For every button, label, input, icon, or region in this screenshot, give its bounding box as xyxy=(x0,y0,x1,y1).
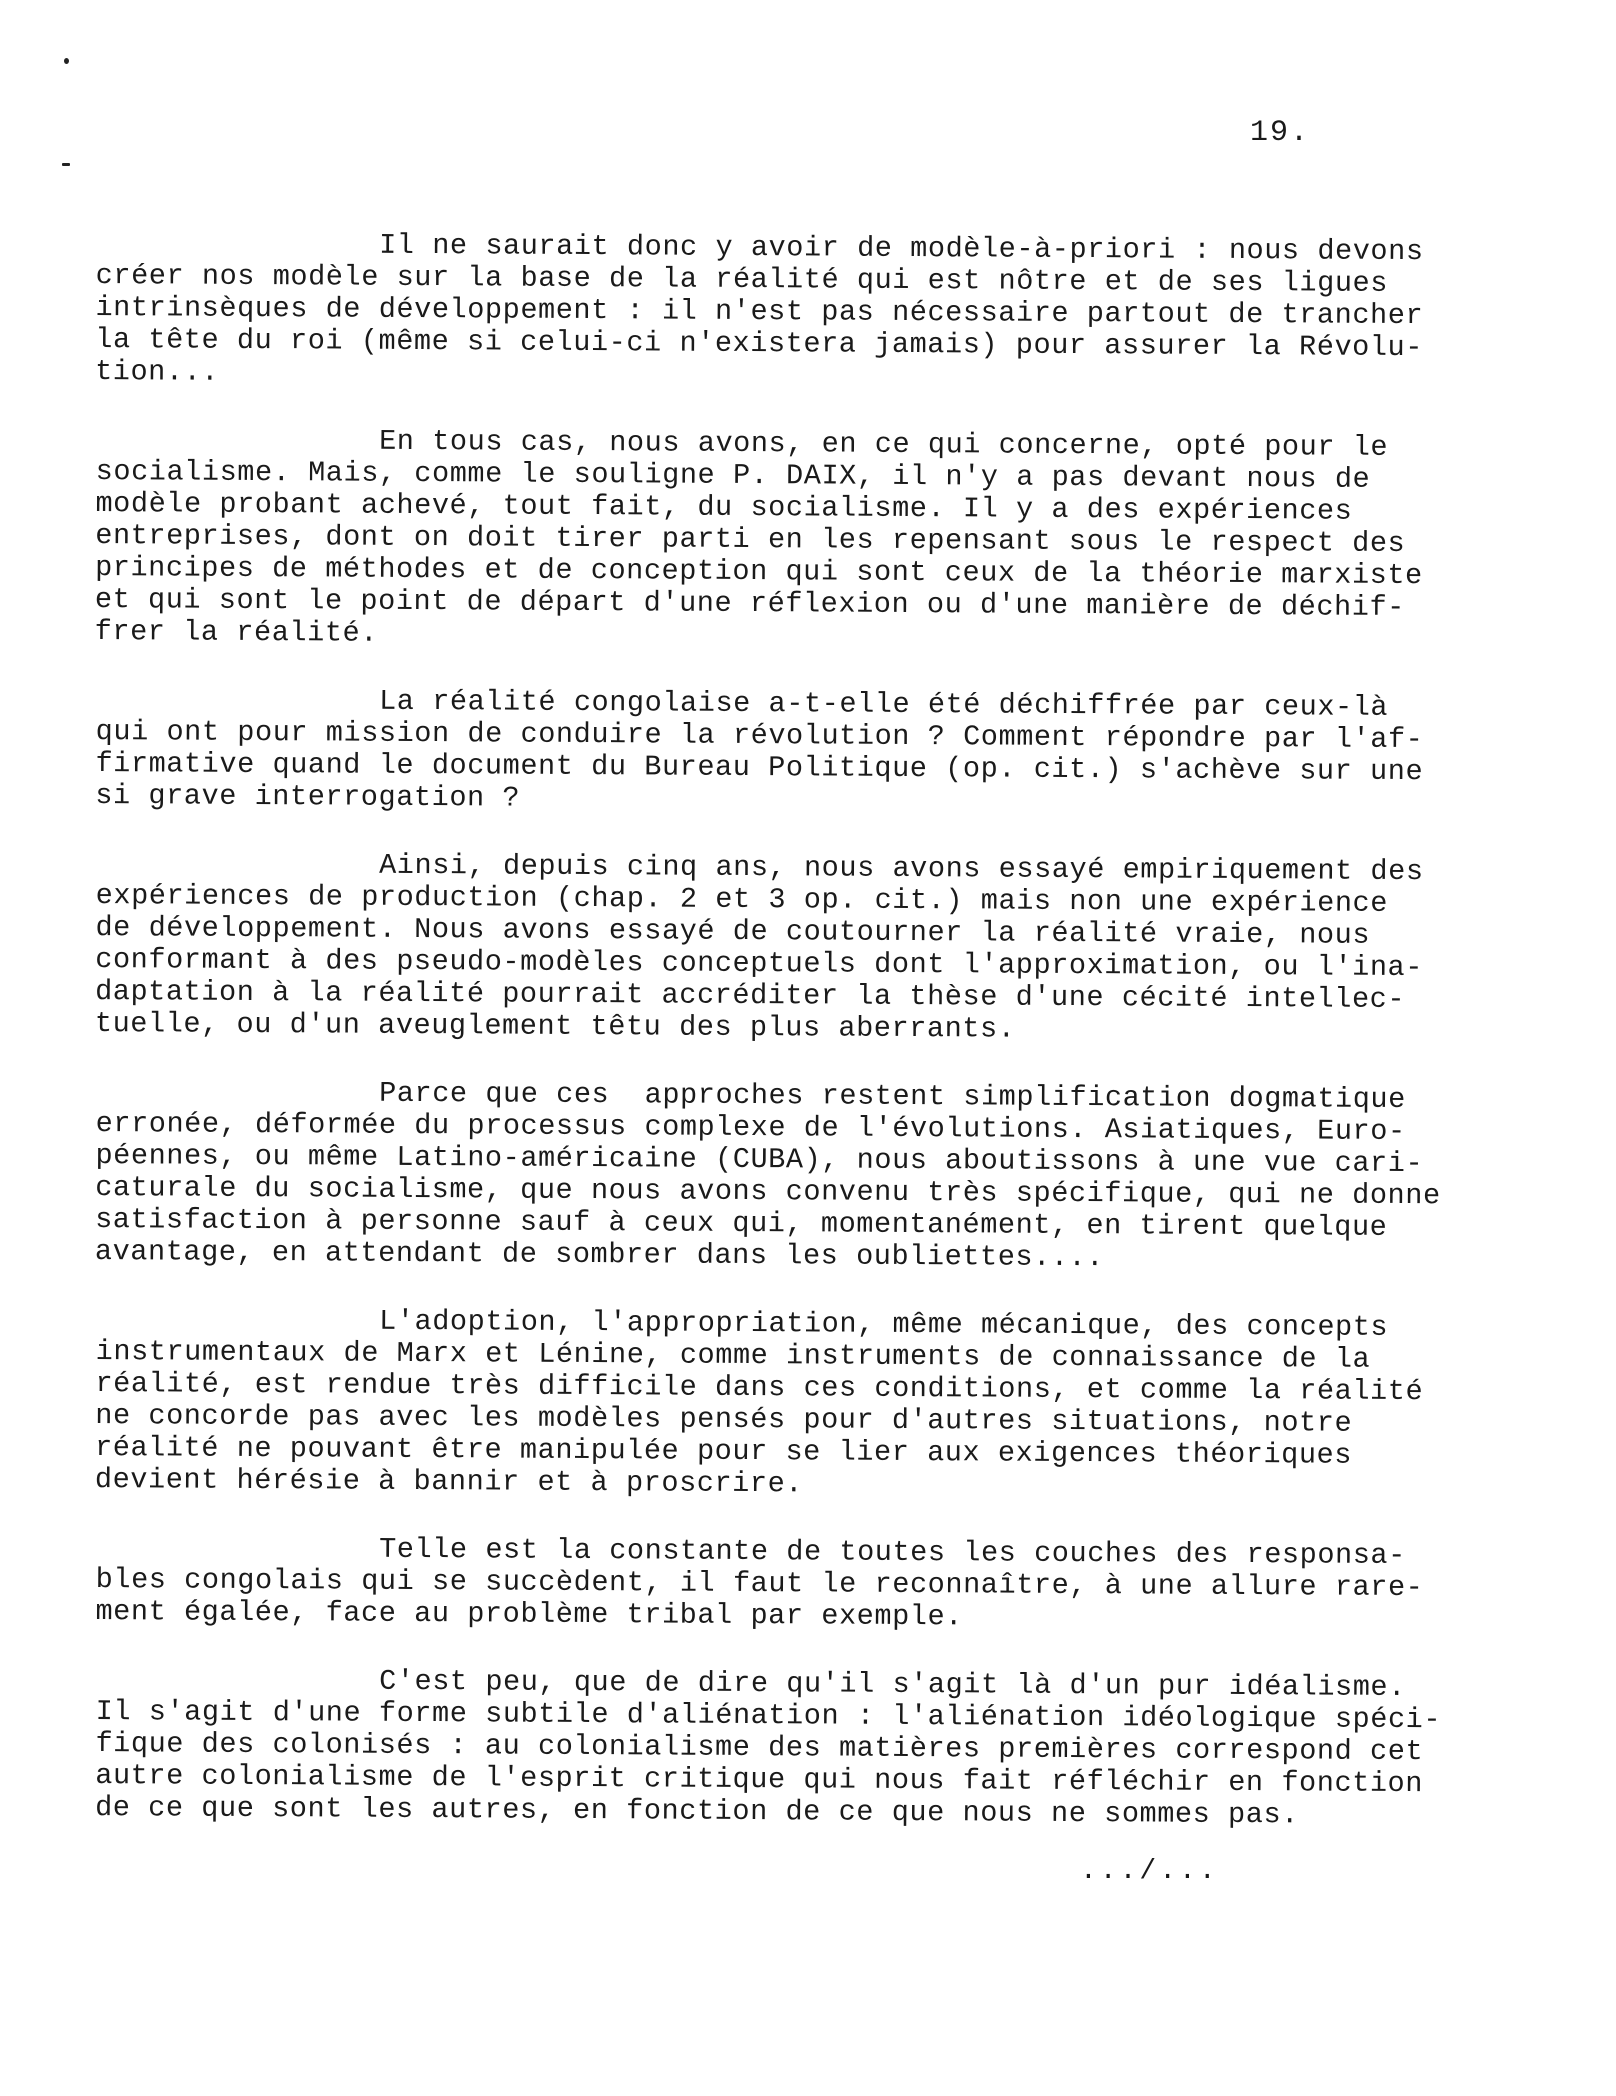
continuation-mark: .../... xyxy=(1080,1856,1219,1887)
margin-mark xyxy=(62,163,70,166)
text-line: créer nos modèle sur la base de la réalité qui est nôtre et de ses ligues xyxy=(95,258,1389,300)
text-line: daptation à la réalité pourrait accréditer la thèse d'une cécité intellec- xyxy=(95,974,1406,1016)
text-line: tion... xyxy=(95,354,220,389)
text-line: Telle est la constante de toutes les couches des responsa- xyxy=(95,1531,1406,1573)
text-line: expériences de production (chap. 2 et 3 op. cit.) mais non une expérience xyxy=(95,878,1389,920)
text-line: fique des colonisés : au colonialisme des matières premières correspond cet xyxy=(95,1726,1424,1769)
text-line: principes de méthodes et de conception qui sont ceux de la théorie marxiste xyxy=(95,550,1423,593)
text-line: satisfaction à personne sauf à ceux qui, momentanément, en tirent quelque xyxy=(95,1202,1388,1244)
text-line: erronée, déformée du processus complexe de l'évolutions. Asiatiques, Euro- xyxy=(95,1106,1406,1149)
text-line: devient hérésie à bannir et à proscrire. xyxy=(94,1462,804,1501)
paragraph xyxy=(95,1664,1516,1833)
paragraph xyxy=(95,848,1516,1049)
text-line: conformant à des pseudo-modèles conceptuels dont l'approximation, ou l'ina- xyxy=(95,942,1424,985)
text-line: ment égalée, face au problème tribal par exemple. xyxy=(95,1594,964,1634)
text-line: caturale du socialisme, que nous avons convenu très spécifique, qui ne donne xyxy=(95,1170,1441,1213)
text-line: modèle probant achevé, tout fait, du socialisme. Il y a des expériences xyxy=(95,486,1353,528)
paragraph xyxy=(95,1532,1516,1637)
text-line: La réalité congolaise a-t-elle été déchiffrée par ceux-là xyxy=(95,683,1389,724)
page-number: 19. xyxy=(1250,116,1311,150)
text-line: de développement. Nous avons essayé de coutourner la réalité vraie, nous xyxy=(95,910,1371,952)
text-line: la tête du roi (même si celui-ci n'existera jamais) pour assurer la Révolu- xyxy=(95,322,1424,365)
text-line: firmative quand le document du Bureau Politique (op. cit.) s'achève sur une xyxy=(95,746,1424,789)
paragraph xyxy=(95,424,1516,657)
text-line: péennes, ou même Latino-américaine (CUBA), nous aboutissons à une vue cari- xyxy=(95,1138,1424,1181)
text-line: frer la réalité. xyxy=(94,614,379,650)
text-line: Ainsi, depuis cinq ans, nous avons essayé empiriquement des xyxy=(95,847,1424,889)
paragraph xyxy=(95,1304,1516,1505)
text-line: C'est peu, que de dire qu'il s'agit là d'un pur idéalisme. xyxy=(95,1663,1406,1705)
text-line: socialisme. Mais, comme le souligne P. DAIX, il n'y a pas devant nous de xyxy=(95,454,1371,496)
text-line: Parce que ces approches restent simplification dogmatique xyxy=(95,1075,1406,1117)
text-line: L'adoption, l'appropriation, même mécanique, des concepts xyxy=(95,1303,1389,1344)
margin-mark xyxy=(64,58,69,64)
text-line: intrinsèques de développement : il n'est pas nécessaire partout de trancher xyxy=(95,290,1424,333)
text-line: bles congolais qui se succèdent, il faut le reconnaître, à une allure rare- xyxy=(95,1562,1424,1605)
paragraph xyxy=(95,228,1516,397)
text-line: si grave interrogation ? xyxy=(95,778,521,815)
text-line: ne concorde pas avec les modèles pensés pour d'autres situations, notre xyxy=(95,1398,1353,1440)
text-line: qui ont pour mission de conduire la révolution ? Comment répondre par l'af- xyxy=(95,714,1424,757)
text-line: réalité ne pouvant être manipulée pour se lier aux exigences théoriques xyxy=(95,1430,1353,1472)
text-line: Il s'agit d'une forme subtile d'aliénation : l'aliénation idéologique spéci- xyxy=(95,1694,1442,1737)
text-line: de ce que sont les autres, en fonction de ce que nous ne sommes pas. xyxy=(95,1790,1299,1832)
text-line: réalité, est rendue très difficile dans ces conditions, et comme la réalité xyxy=(95,1366,1424,1409)
text-line: autre colonialisme de l'esprit critique qui nous fait réfléchir en fonction xyxy=(95,1758,1424,1801)
text-line: tuelle, ou d'un aveuglement têtu des plus aberrants. xyxy=(94,1006,1016,1046)
body-text xyxy=(96,228,1516,1860)
text-line: et qui sont le point de départ d'une réflexion ou d'une manière de déchif- xyxy=(94,582,1406,624)
text-line: entreprises, dont on doit tirer parti en les repensant sous le respect des xyxy=(95,518,1406,560)
paragraph xyxy=(95,1076,1516,1277)
text-line: instrumentaux de Marx et Lénine, comme instruments de connaissance de la xyxy=(95,1334,1371,1376)
text-line: avantage, en attendant de sombrer dans les oubliettes.... xyxy=(94,1234,1105,1275)
text-line: Il ne saurait donc y avoir de modèle-à-priori : nous devons xyxy=(95,227,1424,269)
paragraph xyxy=(95,684,1516,821)
text-line: En tous cas, nous avons, en ce qui concerne, opté pour le xyxy=(95,423,1389,464)
